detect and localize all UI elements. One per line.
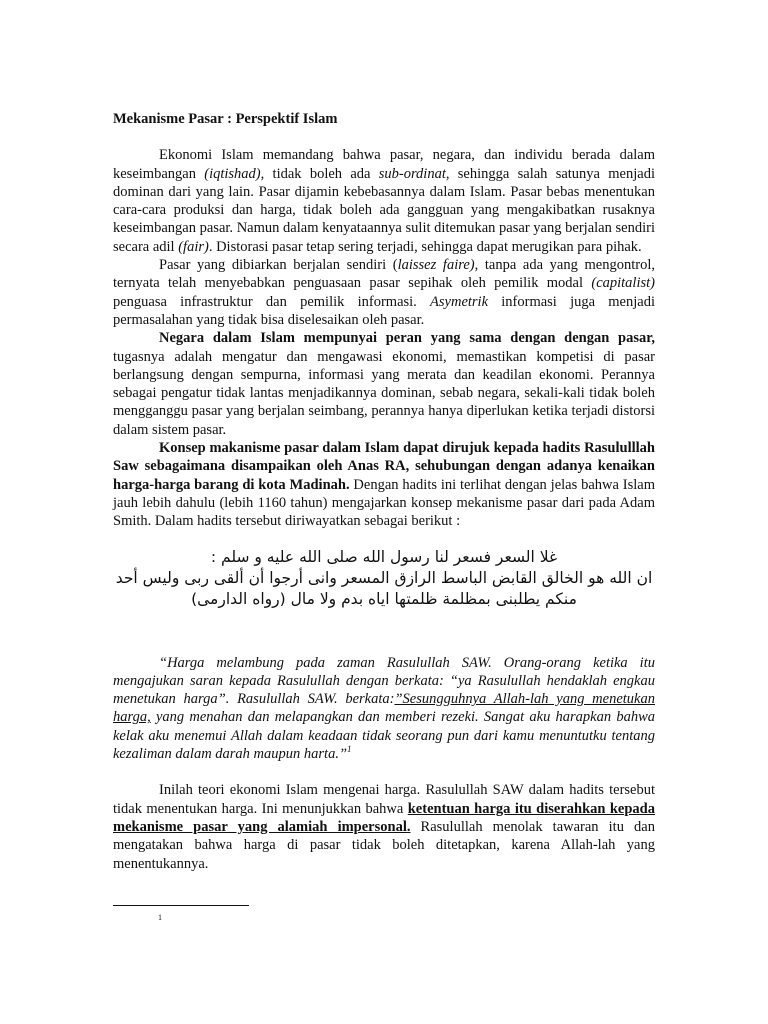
italic-term: (fair) <box>178 238 209 255</box>
bold-lead: Negara dalam Islam mempunyai peran yang sama dengan dengan pasar, <box>159 330 655 347</box>
italic-term: sub-ordinat <box>378 165 446 182</box>
text: Inilah teori ekonomi Islam mengenai harga. Rasulullah SAW dalam hadits tersebut tidak menentukan harga. Ini menunjukkan bahwa <box>113 782 655 817</box>
underlined-quote: ”Sesungguhnya Allah-lah yang menetukan harga, <box>113 691 655 726</box>
text: Pasar yang dibiarkan berjalan sendiri ( <box>159 257 398 274</box>
footnote-separator <box>113 905 249 906</box>
text: informasi juga menjadi permasalahan yang tidak bisa diselesaikan oleh pasar. <box>113 293 655 328</box>
document-body <box>113 110 655 873</box>
hadith-translation-quote <box>113 654 655 764</box>
footnote-reference[interactable]: 1 <box>347 744 352 755</box>
paragraph-4 <box>113 439 655 530</box>
arabic-hadith <box>113 547 655 610</box>
text: , tanpa ada yang mengontrol, ternyata telah menyebabkan penguasaan pasar sepihak oleh pemilik modal <box>113 257 655 292</box>
text: penguasa infrastruktur dan pemilik informasi. <box>113 293 431 310</box>
paragraph-closing <box>113 781 655 872</box>
paragraph-1 <box>113 146 655 256</box>
text: Dengan hadits ini terlihat dengan jelas bahwa Islam jauh lebih dahulu (lebih 1160 tahun) mengajarkan konsep mekanisme pasar dari pada Adam Smith. Dalam hadits tersebut diriwayatkan sebagai berikut : <box>113 476 655 530</box>
italic-term: (capitalist) <box>591 275 655 292</box>
text: . Distorasi pasar tetap sering terjadi, sehingga dapat merugikan para pihak. <box>208 238 642 255</box>
text: Ekonomi Islam memandang bahwa pasar, negara, dan individu berada dalam keseimbangan <box>113 147 655 182</box>
paragraph-3 <box>113 329 655 439</box>
arabic-line-2: ان الله هو الخالق القابض الباسط الرازق المسعر وانى أرجوا أن ألقى ربى وليس أحد <box>115 568 653 587</box>
arabic-line-3: منكم يطلبنى بمظلمة ظلمتها اياه بدم ولا مال (رواه الدارمى) <box>191 589 577 608</box>
italic-term: Asymetrik <box>430 293 489 310</box>
text: , tidak boleh ada <box>260 165 379 182</box>
italic-term: laissez faire) <box>397 257 475 274</box>
footnote-number: 1 <box>158 913 162 922</box>
text: “Harga melambung pada zaman Rasulullah SAW. Orang-orang ketika itu mengajukan saran kepada Rasulullah dengan berkata: “ya Rasulullah hendaklah engkau menetukan harga”. Rasulullah SAW. berkata: <box>113 654 655 708</box>
text: yang menahan dan melapangkan dan memberi rezeki. Sangat aku harapkan bahwa kelak aku menemui Allah dalam keadaan tidak seorang pun dari kamu menuntutku tentang kezaliman dalam darah maupun harta.” <box>113 709 655 763</box>
text: tugasnya adalah mengatur dan mengawasi ekonomi, memastikan kompetisi di pasar berlangsung dengan sempurna, informasi yang merata dan keadilan ekonomi. Perannya sebagai pengatur tidak lantas menjadikannya dominan, sebab negara, sekali-kali tidak boleh mengganggu pasar yang berjalan seimbang, perannya hanya diperlukan ketika terjadi distorsi dalam sistem pasar. <box>113 348 655 438</box>
bold-underlined-statement: ketentuan harga itu diserahkan kepada mekanisme pasar yang alamiah impersonal. <box>113 800 655 835</box>
italic-term: (iqtishad) <box>204 165 261 182</box>
bold-lead: Konsep makanisme pasar dalam Islam dapat dirujuk kepada hadits Rasululllah Saw sebagaimana disampaikan oleh Anas RA, sehubungan dengan adanya kenaikan harga-harga barang di kota Madinah. <box>113 440 655 493</box>
text: Rasulullah menolak tawaran itu dan mengatakan bahwa harga di pasar tidak boleh ditetapkan, karena Allah-lah yang menentukannya. <box>113 818 655 872</box>
text: , sehingga salah satunya menjadi dominan dari yang lain. Pasar dijamin kebebasannya dalam Islam. Pasar bebas menentukan cara-cara produksi dan harga, tidak boleh ada gangguan yang mengakibatkan rusaknya keseimbangan pasar. Namun dalam kenyataannya sulit ditemukan pasar yang berjalan sendiri secara adil <box>113 165 655 255</box>
document-title: Mekanisme Pasar : Perspektif Islam <box>113 111 338 127</box>
paragraph-2 <box>113 256 655 329</box>
arabic-line-1: غلا السعر فسعر لنا رسول الله صلى الله عليه و سلم : <box>210 547 558 566</box>
